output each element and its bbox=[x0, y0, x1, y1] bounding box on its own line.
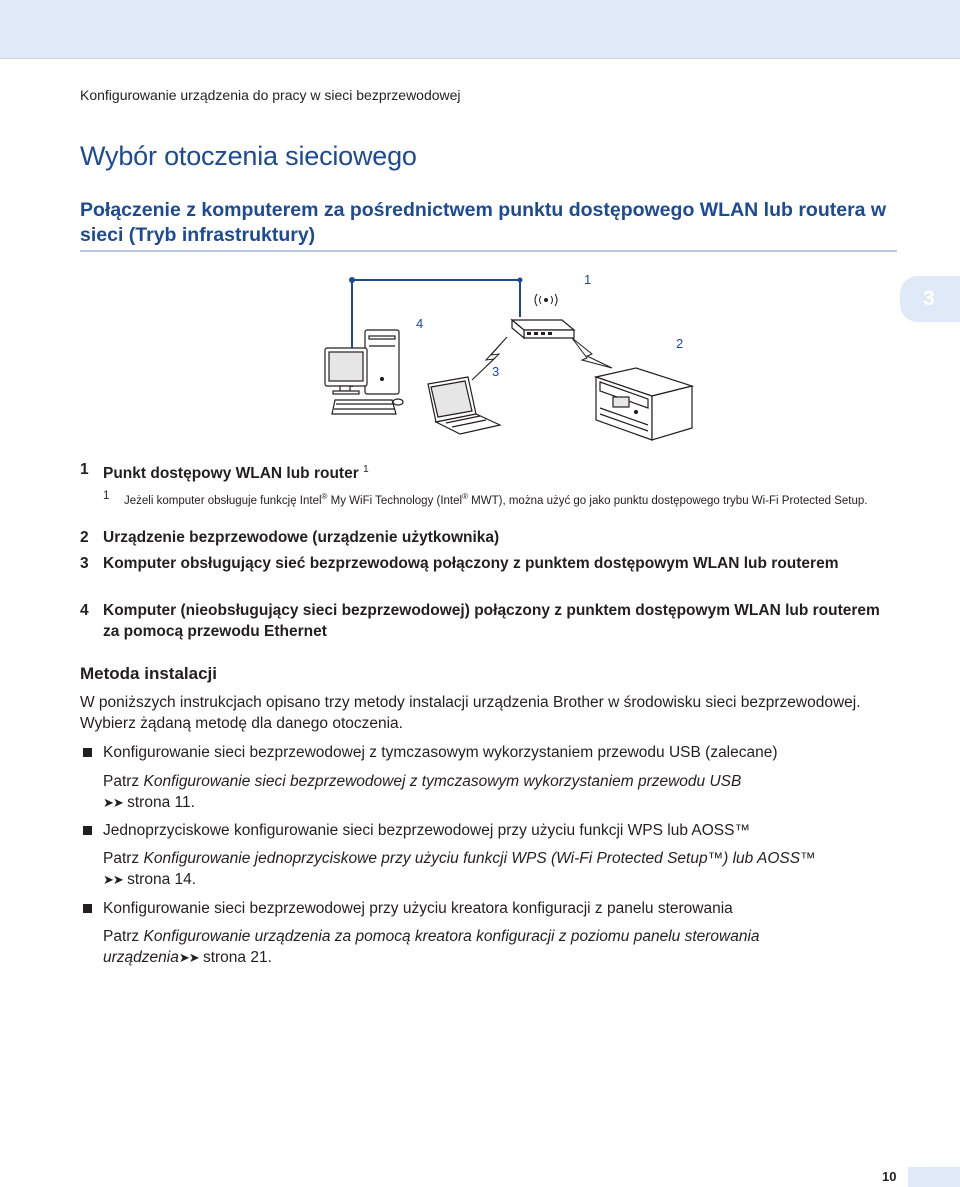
page-arrow-icon: ➤➤ bbox=[178, 950, 199, 965]
laptop-icon bbox=[428, 377, 500, 434]
wireless-link-printer bbox=[572, 338, 612, 368]
page-title: Wybór otoczenia sieciowego bbox=[80, 141, 417, 171]
ref-prefix: Patrz bbox=[103, 850, 144, 867]
diagram-label-4: 4 bbox=[416, 316, 424, 331]
legend-text: Punkt dostępowy WLAN lub router bbox=[103, 465, 359, 483]
page-number: 10 bbox=[882, 1169, 897, 1184]
page-arrow-icon: ➤➤ bbox=[103, 795, 123, 810]
page-arrow-icon: ➤➤ bbox=[103, 872, 123, 887]
registered-mark: ® bbox=[321, 492, 328, 501]
diagram-label-2: 2 bbox=[676, 336, 684, 351]
ref-title[interactable]: Konfigurowanie urządzenia za pomocą kreatora konfiguracji z poziomu panelu sterowania bbox=[143, 928, 760, 945]
method-label: Jednoprzyciskowe konfigurowanie sieci bezprzewodowej przy użyciu funkcji WPS lub AOSS™ bbox=[103, 822, 750, 839]
ref-title[interactable]: Konfigurowanie jednoprzyciskowe przy użyciu funkcji WPS (Wi-Fi Protected Setup™) lub AOSS™ bbox=[143, 850, 816, 867]
printer-icon bbox=[596, 368, 692, 440]
method-reference-3[interactable] bbox=[103, 926, 903, 968]
intro-paragraph: W poniższych instrukcjach opisano trzy metody instalacji urządzenia Brother w środowisku sieci bezprzewodowej. Wybierz żądaną metodę dla danego otoczenia. bbox=[80, 694, 861, 732]
legend-text: Komputer (nieobsługujący sieci bezprzewodowej) połączony z punktem dostępowym WLAN lub routerem za pomocą przewodu Ethernet bbox=[103, 602, 880, 640]
legend-number: 3 bbox=[80, 555, 89, 572]
cable-junction bbox=[349, 277, 355, 283]
ref-page[interactable]: strona 21. bbox=[202, 949, 272, 966]
footnote-text-part1: Jeżeli komputer obsługuje funkcję Intel bbox=[124, 494, 322, 507]
legend-text: Urządzenie bezprzewodowe (urządzenie użytkownika) bbox=[103, 529, 500, 546]
legend-number: 4 bbox=[80, 602, 89, 619]
chapter-tab bbox=[900, 276, 960, 322]
legend-text: Komputer obsługujący sieć bezprzewodową połączony z punktem dostępowym WLAN lub routerem bbox=[103, 555, 839, 572]
wireless-signal-icon bbox=[535, 294, 557, 306]
wireless-link-laptop bbox=[472, 337, 507, 380]
diagram-label-1: 1 bbox=[584, 272, 592, 287]
ref-page[interactable]: strona 11. bbox=[127, 794, 195, 811]
desktop-computer-icon bbox=[325, 330, 403, 414]
method-reference-2[interactable] bbox=[103, 848, 903, 890]
bullet-square bbox=[83, 826, 92, 835]
ref-title[interactable]: Konfigurowanie sieci bezprzewodowej z tymczasowym wykorzystaniem przewodu USB bbox=[143, 773, 742, 790]
ref-prefix: Patrz bbox=[103, 773, 144, 790]
page-number-bar bbox=[908, 1167, 960, 1187]
legend-number: 2 bbox=[80, 529, 89, 546]
footnote-text-part2: My WiFi Technology (Intel bbox=[327, 494, 463, 507]
method-reference-1[interactable] bbox=[103, 771, 903, 813]
network-diagram bbox=[300, 262, 720, 452]
method-label: Konfigurowanie sieci bezprzewodowej przy użyciu kreatora konfiguracji z panelu sterowania bbox=[103, 900, 733, 917]
cable-junction bbox=[518, 278, 523, 283]
ref-page[interactable]: strona 14. bbox=[127, 871, 197, 888]
diagram-label-3: 3 bbox=[492, 364, 500, 379]
title-divider bbox=[80, 250, 897, 252]
footnote-number: 1 bbox=[103, 490, 110, 502]
section-heading: Metoda instalacji bbox=[80, 664, 217, 683]
router-icon bbox=[512, 320, 574, 338]
ref-prefix: Patrz bbox=[103, 928, 144, 945]
ref-title-continued[interactable]: urządzenia bbox=[103, 949, 179, 966]
registered-mark: ® bbox=[462, 492, 468, 501]
running-header: Konfigurowanie urządzenia do pracy w sieci bezprzewodowej bbox=[80, 87, 461, 103]
method-label: Konfigurowanie sieci bezprzewodowej z tymczasowym wykorzystaniem przewodu USB (zalecane) bbox=[103, 744, 778, 761]
top-band bbox=[0, 0, 960, 59]
footnote-text-part3: MWT), można użyć go jako punktu dostępowego trybu Wi-Fi Protected Setup. bbox=[467, 494, 868, 507]
chapter-number: 3 bbox=[923, 287, 935, 310]
section-subtitle: Połączenie z komputerem za pośrednictwem punktu dostępowego WLAN lub routera w sieci (Tryb infrastruktury) bbox=[80, 199, 887, 246]
bullet-square bbox=[83, 904, 92, 913]
bullet-square bbox=[83, 748, 92, 757]
footnote-ref: 1 bbox=[363, 464, 369, 475]
legend-number: 1 bbox=[80, 461, 89, 478]
